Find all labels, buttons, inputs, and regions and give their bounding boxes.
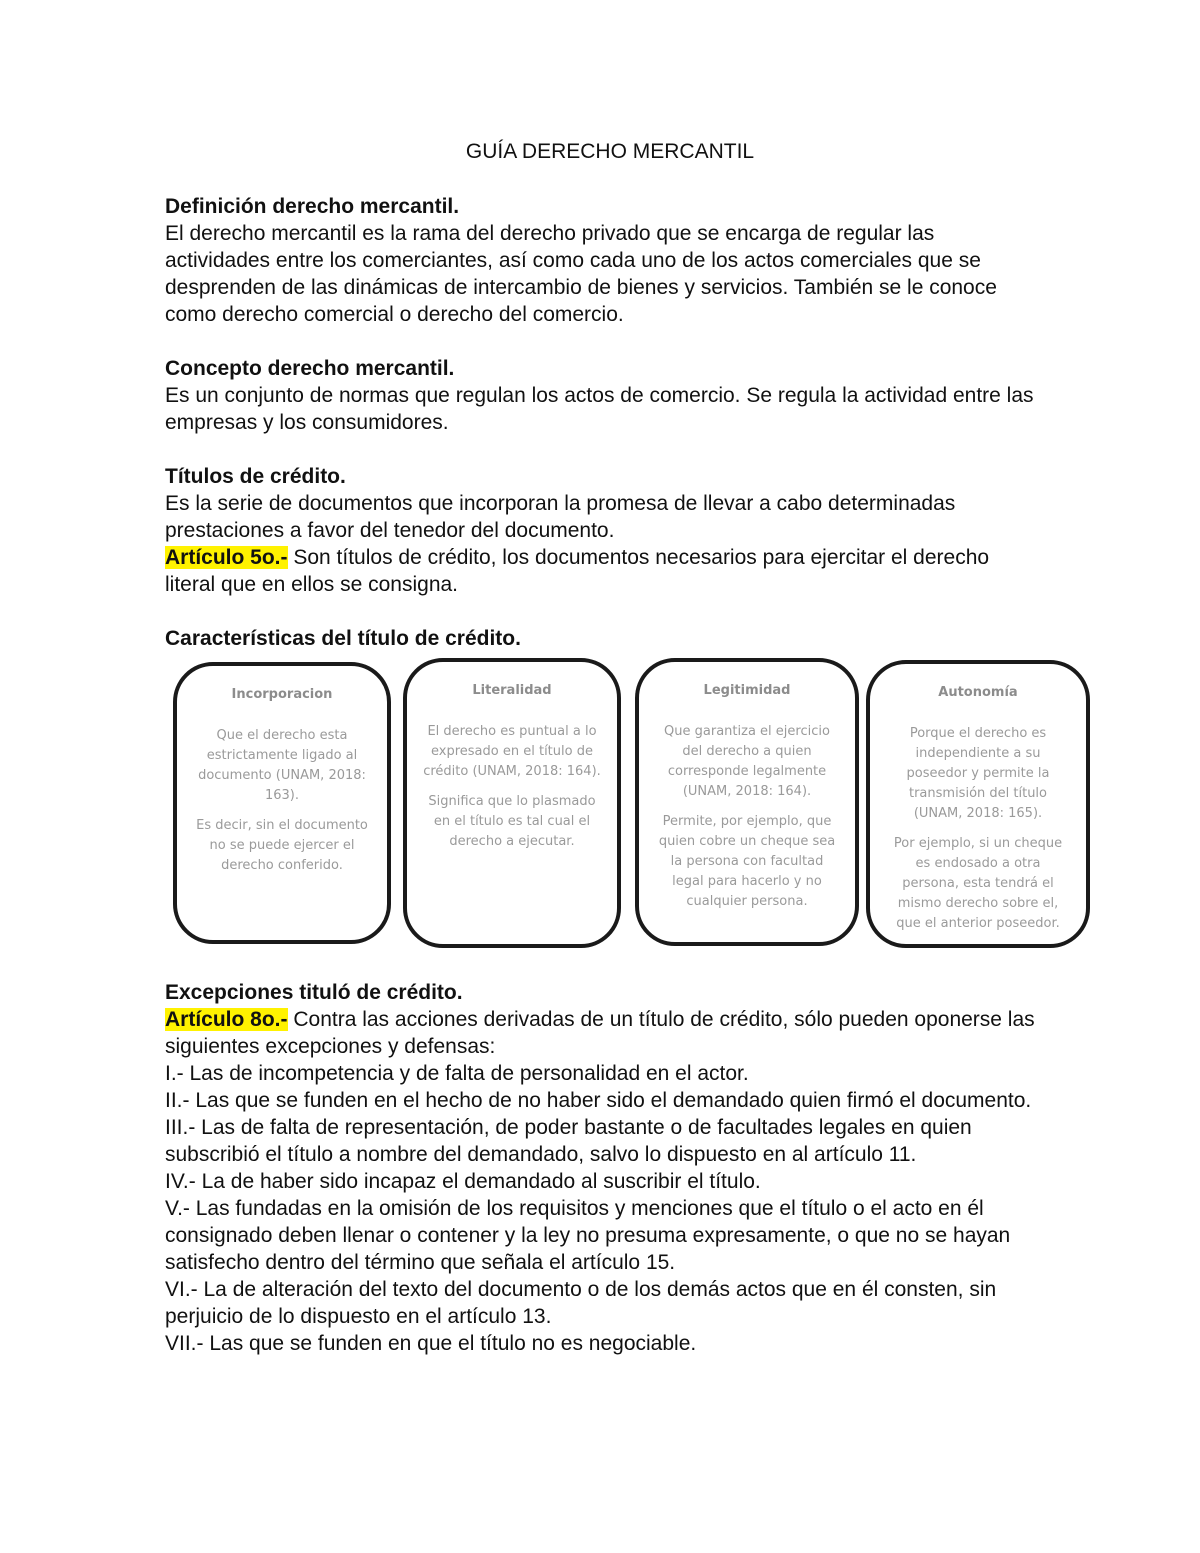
exceptions-list bbox=[165, 1060, 1045, 1357]
text-definicion: El derecho mercantil es la rama del derecho privado que se encarga de regular las actividades entre los comerciantes, así como cada uno de los actos comerciales que se desprenden de las dinámicas de intercambio de bienes y servicios. También se le conoce como derecho comercial o derecho del comercio. bbox=[165, 222, 997, 326]
list-item: VII.- Las que se funden en que el título no es negociable. bbox=[165, 1332, 697, 1355]
article-5-text: Son títulos de crédito, los documentos necesarios para ejercitar el derecho literal que en ellos se consigna. bbox=[165, 546, 990, 596]
article-5 bbox=[165, 544, 1045, 598]
characteristics-cards bbox=[173, 658, 1063, 960]
article-8 bbox=[165, 1006, 1045, 1060]
list-item: IV.- La de haber sido incapaz el demandado al suscribir el título. bbox=[165, 1170, 761, 1193]
heading-concepto: Concepto derecho mercantil. bbox=[165, 357, 455, 380]
article-5-label: Artículo 5o.- bbox=[165, 546, 288, 569]
text-titulos: Es la serie de documentos que incorporan la promesa de llevar a cabo determinadas prestaciones a favor del tenedor del documento. bbox=[165, 492, 956, 542]
card-text: Es decir, sin el documento no se puede ejercer el derecho conferido. bbox=[196, 818, 368, 873]
article-8-label: Artículo 8o.- bbox=[165, 1008, 288, 1031]
card-title: Incorporacion bbox=[231, 687, 333, 702]
card-text: Por ejemplo, si un cheque es endosado a otra persona, esta tendrá el mismo derecho sobre el, que el anterior poseedor. bbox=[893, 836, 1063, 931]
card-text: Permite, por ejemplo, que quien cobre un cheque sea la persona con facultad legal para hacerlo y no cualquier persona. bbox=[658, 814, 836, 909]
list-item: I.- Las de incompetencia y de falta de personalidad en el actor. bbox=[165, 1062, 749, 1085]
document-title: GUÍA DERECHO MERCANTIL bbox=[465, 140, 755, 163]
list-item: II.- Las que se funden en el hecho de no haber sido el demandado quien firmó el documento. bbox=[165, 1089, 1032, 1112]
text-concepto: Es un conjunto de normas que regulan los actos de comercio. Se regula la actividad entre las empresas y los consumidores. bbox=[165, 384, 1034, 434]
card-title: Literalidad bbox=[472, 683, 552, 698]
card-text: Que el derecho esta estrictamente ligado al documento (UNAM, 2018: 163). bbox=[198, 728, 366, 803]
card-title: Autonomía bbox=[938, 685, 1018, 700]
section-definicion bbox=[165, 193, 1045, 328]
card-literalidad bbox=[403, 658, 621, 948]
card-text: Que garantiza el ejercicio del derecho a quien corresponde legalmente (UNAM, 2018: 164). bbox=[664, 724, 830, 799]
article-8-text: Contra las acciones derivadas de un título de crédito, sólo pueden oponerse las siguientes excepciones y defensas: bbox=[165, 1008, 1035, 1058]
heading-definicion: Definición derecho mercantil. bbox=[165, 195, 460, 218]
card-text: Significa que lo plasmado en el título es tal cual el derecho a ejecutar. bbox=[428, 794, 596, 849]
card-text: El derecho es puntual a lo expresado en el título de crédito (UNAM, 2018: 164). bbox=[423, 724, 601, 779]
card-text: Porque el derecho es independiente a su poseedor y permite la transmisión del título (UNAM, 2018: 165). bbox=[906, 726, 1050, 821]
section-concepto bbox=[165, 355, 1045, 436]
section-excepciones bbox=[165, 979, 1045, 1357]
card-title: Legitimidad bbox=[703, 683, 791, 698]
section-caracteristicas bbox=[165, 625, 1063, 960]
heading-caracteristicas: Características del título de crédito. bbox=[165, 627, 521, 650]
card-legitimidad bbox=[635, 658, 859, 946]
heading-titulos: Títulos de crédito. bbox=[165, 465, 346, 488]
document-page bbox=[165, 138, 1063, 1357]
list-item: V.- Las fundadas en la omisión de los requisitos y menciones que el título o el acto en él consignado deben llenar o contener y la ley no presuma expresamente, o que no se hayan satisfecho dentro del término que señala el artículo 15. bbox=[165, 1197, 1011, 1274]
card-incorporacion bbox=[173, 662, 391, 944]
heading-excepciones: Excepciones tituló de crédito. bbox=[165, 981, 463, 1004]
list-item: III.- Las de falta de representación, de poder bastante o de facultades legales en quien subscribió el título a nombre del demandado, salvo lo dispuesto en al artículo 11. bbox=[165, 1116, 972, 1166]
list-item: VI.- La de alteración del texto del documento o de los demás actos que en él consten, sin perjuicio de lo dispuesto en el artículo 13. bbox=[165, 1278, 997, 1328]
section-titulos bbox=[165, 463, 1045, 598]
card-autonomia bbox=[866, 660, 1090, 948]
